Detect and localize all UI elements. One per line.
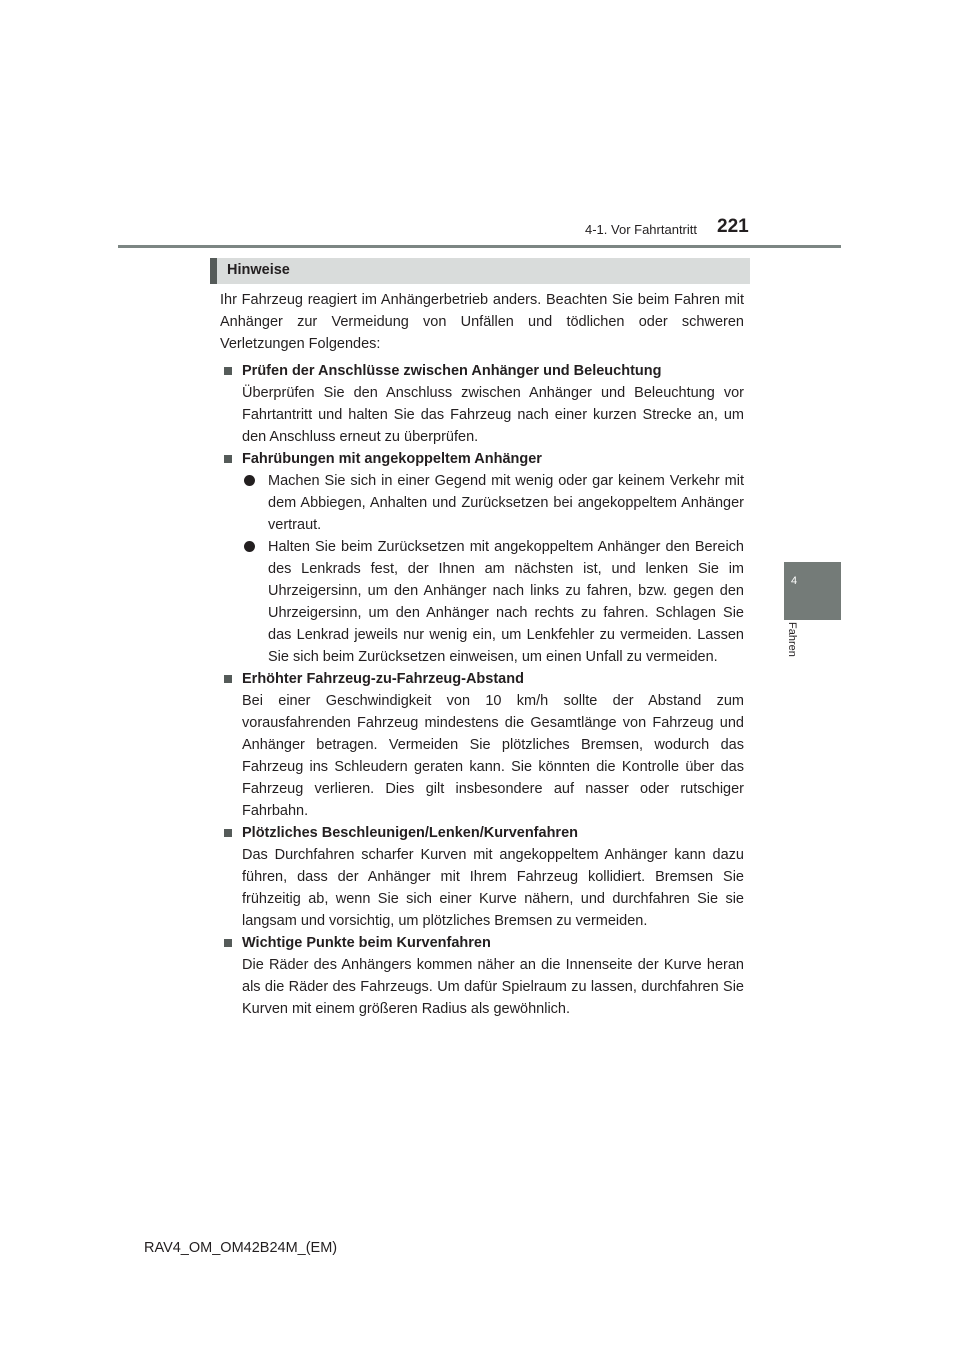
square-bullet-icon (224, 455, 232, 463)
square-bullet-icon (224, 829, 232, 837)
page-number: 221 (717, 216, 749, 237)
section-body: Überprüfen Sie den Anschluss zwischen Anhänger und Beleuchtung vor Fahrtantritt und halten Sie das Fahrzeug nach einer kurzen Strecke an, um den Anschluss erneut zu überprüfen. (242, 385, 744, 445)
bullet-item (220, 536, 744, 668)
notice-title: Hinweise (227, 262, 290, 278)
section-heading-text: Erhöhter Fahrzeug-zu-Fahrzeug-Abstand (242, 671, 524, 687)
section-heading (220, 932, 744, 954)
notice-intro: Ihr Fahrzeug reagiert im Anhängerbetrieb anders. Beachten Sie beim Fahren mit Anhänger zur Vermeidung von Unfällen und tödlichen oder schweren Verletzungen Folgendes: (220, 292, 744, 352)
section-body: Bei einer Geschwindigkeit von 10 km/h sollte der Abstand zum vorausfahrenden Fahrzeug mindestens die Gesamtlänge von Fahrzeug und Anhänger betragen. Vermeiden Sie plötzliches Bremsen, wodurch das Fahrzeug ins Schleudern geraten kann. Sie könnten die Kontrolle über das Fahrzeug verlieren. Dies gilt insbesondere auf nasser oder rutschiger Fahrbahn. (242, 693, 744, 819)
section-body: Die Räder des Anhängers kommen näher an die Innenseite der Kurve heran als die Räder des Fahrzeugs. Um dafür Spielraum zu lassen, durchfahren Sie Kurven mit einem größeren Radius als gewöhnlich. (242, 957, 744, 1017)
document-code: RAV4_OM_OM42B24M_(EM) (144, 1240, 338, 1256)
section-heading (220, 668, 744, 690)
section-heading-text: Plötzliches Beschleunigen/Lenken/Kurvenfahren (242, 825, 578, 841)
notice-title-bar (210, 258, 750, 284)
chapter-label: Fahren (786, 622, 798, 657)
section-heading-text: Prüfen der Anschlüsse zwischen Anhänger und Beleuchtung (242, 363, 662, 379)
bullet-text: Machen Sie sich in einer Gegend mit wenig oder gar keinem Verkehr mit dem Abbiegen, Anhalten und Zurücksetzen bei angekoppeltem Anhänger vertraut. (268, 473, 744, 533)
header-divider (118, 245, 841, 248)
section-heading (220, 822, 744, 844)
section-heading-text: Fahrübungen mit angekoppeltem Anhänger (242, 451, 542, 467)
square-bullet-icon (224, 367, 232, 375)
section-body: Das Durchfahren scharfer Kurven mit angekoppeltem Anhänger kann dazu führen, dass der Anhänger mit Ihrem Fahrzeug kollidiert. Bremsen Sie frühzeitig ab, wenn Sie sich einer Kurve nähern, und durchfahren Sie sie langsam und vorsichtig, um plötzliches Bremsen zu vermeiden. (242, 847, 744, 929)
bullet-item (220, 470, 744, 536)
chapter-tab-block (784, 562, 841, 620)
section-title: 4-1. Vor Fahrtantritt (585, 222, 697, 237)
square-bullet-icon (224, 939, 232, 947)
chapter-number: 4 (790, 575, 798, 587)
round-bullet-icon (244, 475, 255, 486)
round-bullet-icon (244, 541, 255, 552)
section-heading (220, 448, 744, 470)
section-heading (220, 360, 744, 382)
bullet-text: Halten Sie beim Zurücksetzen mit angekoppeltem Anhänger den Bereich des Lenkrads fest, der Ihnen am nächsten ist, und lenken Sie im Uhrzeigersinn, um den Anhänger nach links zu fahren, bzw. gegen den Uhrzeigersinn, um den Anhänger nach rechts zu fahren. Schlagen Sie das Lenkrad jeweils nur wenig ein, um Lenkfehler zu vermeiden. Lassen Sie sich beim Zurücksetzen einweisen, um einen Unfall zu vermeiden. (268, 539, 744, 665)
chapter-label-wrap (784, 622, 804, 672)
section-heading-text: Wichtige Punkte beim Kurvenfahren (242, 935, 491, 951)
notice-content (220, 289, 744, 1020)
square-bullet-icon (224, 675, 232, 683)
